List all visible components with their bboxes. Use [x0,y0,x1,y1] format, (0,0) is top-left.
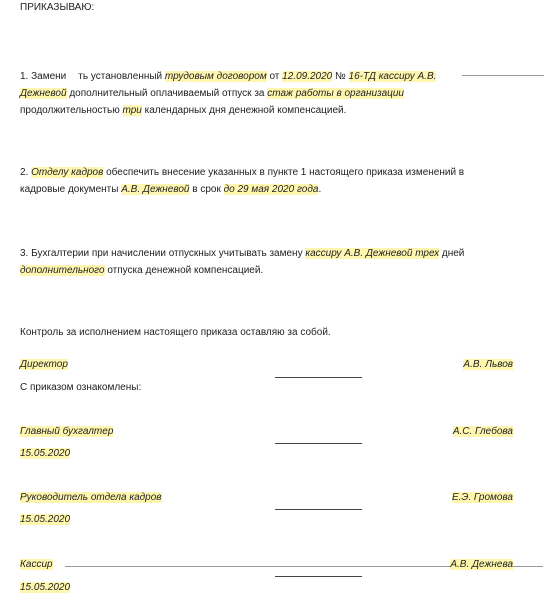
highlight: стаж работы в организации [267,88,404,99]
signer-title: Главный бухгалтер [20,426,114,437]
text: календарных дня денежной компенсацией. [141,105,347,116]
text: дней [439,248,465,259]
paragraph-1 [20,68,500,119]
highlight: Дежневой [20,88,67,99]
director-signature-line [275,377,362,378]
signer-signature-line [275,576,362,577]
director-name: А.В. Львов [463,359,513,370]
highlight: А.В. Дежневой [121,184,190,195]
signer-name: Е.Э. Громова [451,492,513,503]
text: дополнительный оплачиваемый отпуск за [66,88,268,99]
signer-date: 15.05.2020 [20,514,71,525]
signer-date: 15.05.2020 [20,448,71,459]
text: . [318,184,322,195]
signer-signature-line [275,509,362,510]
text: 1. Замени [20,71,67,82]
text: продолжительностью [20,105,123,116]
paragraph-2-line-2 [20,181,520,198]
paragraph-3-line-2 [20,262,500,279]
highlight: до 29 мая 2020 года [223,184,319,195]
highlight: 12.09.2020 [282,71,333,82]
paragraph-1-line-1 [20,68,500,85]
signer-name: А.С. Глебова [452,426,513,437]
signer-title: Кассир [20,559,53,570]
order-header: ПРИКАЗЫВАЮ: [20,2,95,13]
text: № [332,71,349,82]
text: кадровые документы [20,184,122,195]
signer-signature-line [275,443,362,444]
highlight: 16-ТД кассиру А.В. [348,71,437,82]
text: 3. Бухгалтерии при начислении отпускных учитывать замену [20,248,306,259]
signer-name: А.В. Дежнева [450,559,513,570]
acquainted-text: С приказом ознакомлены: [20,382,142,393]
highlight: три [122,105,142,116]
paragraph-3 [20,245,500,279]
text: в срок [189,184,224,195]
text: обеспечить внесение указанных в пункте 1 настоящего приказа изменений в [103,167,465,178]
paragraph-3-line-1 [20,245,500,262]
text: от [266,71,283,82]
highlight: трудовым договором [164,71,267,82]
text: ть установленный [78,71,165,82]
text: 2. [20,167,32,178]
control-text: Контроль за исполнением настоящего приказа оставляю за собой. [20,327,331,338]
highlight: Отделу кадров [31,167,104,178]
paragraph-1-line-2 [20,85,500,102]
highlight: дополнительного [20,265,105,276]
paragraph-2-line-1 [20,164,520,181]
signer-title: Руководитель отдела кадров [20,492,162,503]
annotation-line [462,75,544,76]
highlight: кассиру А.В. Дежневой трех [305,248,440,259]
signer-date: 15.05.2020 [20,582,71,593]
paragraph-2 [20,164,520,198]
text: отпуска денежной компенсацией. [104,265,264,276]
director-title: Директор [20,359,68,370]
paragraph-1-line-3 [20,102,500,119]
